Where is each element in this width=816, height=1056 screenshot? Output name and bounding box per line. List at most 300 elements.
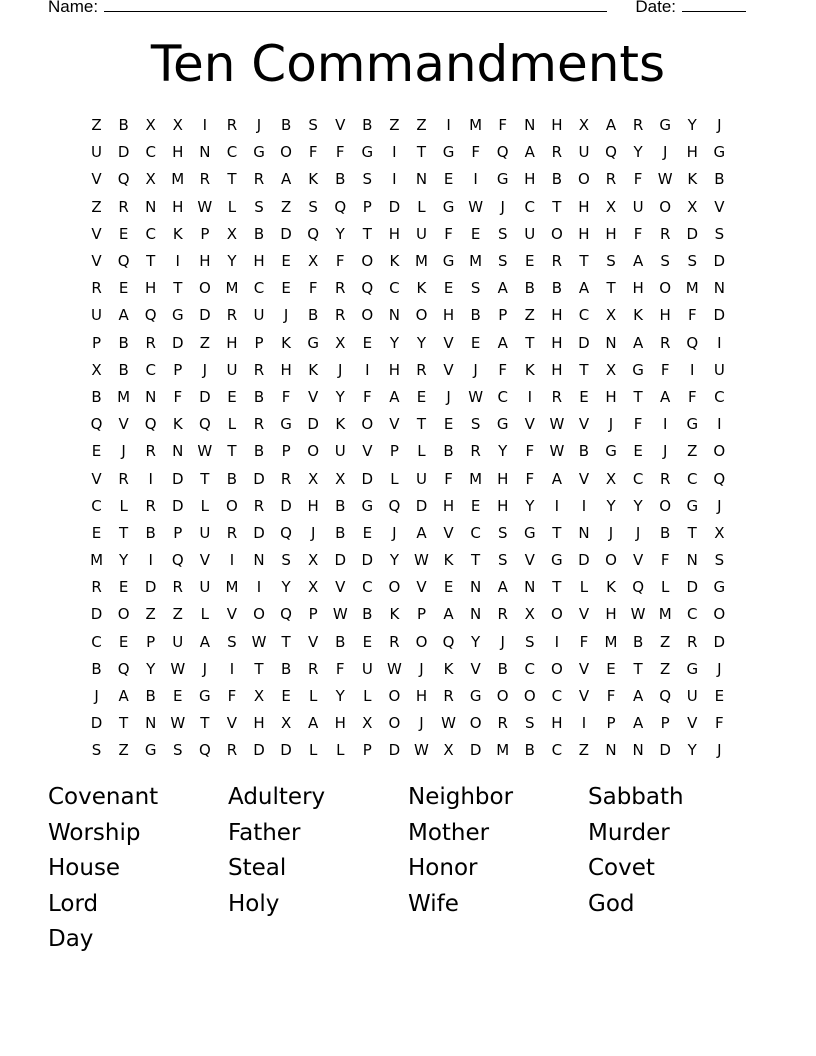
grid-letter[interactable]: Q [117, 252, 130, 271]
grid-letter[interactable]: H [497, 469, 509, 488]
grid-letter[interactable]: V [91, 469, 102, 488]
grid-letter[interactable]: E [281, 279, 291, 298]
grid-letter[interactable]: F [471, 143, 480, 162]
grid-letter[interactable]: T [200, 714, 210, 733]
grid-letter[interactable]: B [145, 687, 156, 706]
grid-letter[interactable]: D [199, 306, 211, 325]
grid-letter[interactable]: O [280, 143, 292, 162]
grid-letter[interactable]: W [468, 197, 484, 216]
grid-letter[interactable]: Z [91, 116, 102, 135]
grid-letter[interactable]: B [335, 523, 346, 542]
grid-letter[interactable]: X [605, 197, 617, 216]
grid-letter[interactable]: D [578, 333, 590, 352]
grid-letter[interactable]: S [91, 741, 102, 760]
grid-letter[interactable]: E [362, 333, 373, 352]
grid-letter[interactable]: W [170, 714, 186, 733]
grid-letter[interactable]: I [148, 469, 153, 488]
grid-letter[interactable]: Q [144, 306, 157, 325]
grid-letter[interactable]: R [226, 306, 238, 325]
grid-letter[interactable]: J [202, 360, 208, 379]
grid-letter[interactable]: O [415, 306, 428, 325]
grid-letter[interactable]: C [470, 523, 481, 542]
grid-letter[interactable]: P [660, 714, 670, 733]
grid-letter[interactable]: R [335, 279, 346, 298]
grid-letter[interactable]: E [443, 578, 454, 597]
grid-letter[interactable]: F [525, 442, 535, 461]
grid-letter[interactable]: W [332, 605, 348, 624]
grid-letter[interactable]: F [444, 224, 453, 243]
grid-letter[interactable]: L [200, 496, 210, 515]
grid-letter[interactable]: W [251, 632, 267, 651]
grid-letter[interactable]: R [253, 360, 265, 379]
grid-letter[interactable]: R [280, 469, 292, 488]
grid-letter[interactable]: I [690, 360, 695, 379]
grid-letter[interactable]: V [578, 687, 590, 706]
grid-letter[interactable]: E [416, 387, 427, 406]
grid-letter[interactable]: F [308, 279, 318, 298]
grid-letter[interactable]: N [605, 333, 617, 352]
grid-letter[interactable]: R [632, 116, 644, 135]
grid-letter[interactable]: F [335, 659, 345, 678]
grid-letter[interactable]: W [197, 442, 213, 461]
grid-letter[interactable]: D [90, 714, 103, 733]
grid-letter[interactable]: C [687, 605, 698, 624]
grid-letter[interactable]: B [280, 659, 292, 678]
grid-letter[interactable]: J [717, 116, 722, 135]
grid-letter[interactable]: I [662, 415, 668, 434]
grid-letter[interactable]: L [579, 578, 589, 597]
grid-letter[interactable]: B [118, 333, 129, 352]
grid-letter[interactable]: H [551, 306, 563, 325]
grid-letter[interactable]: H [551, 116, 563, 135]
grid-letter[interactable]: Y [335, 224, 345, 243]
grid-letter[interactable]: H [632, 279, 644, 298]
grid-letter[interactable]: Q [90, 415, 103, 434]
grid-letter[interactable]: V [524, 551, 535, 570]
grid-letter[interactable]: R [551, 252, 563, 271]
grid-letter[interactable]: B [118, 116, 129, 135]
grid-letter[interactable]: H [388, 224, 401, 243]
grid-letter[interactable]: D [171, 333, 184, 352]
grid-letter[interactable]: A [497, 279, 508, 298]
grid-letter[interactable]: X [605, 306, 617, 325]
grid-letter[interactable]: T [525, 333, 535, 352]
grid-letter[interactable]: G [713, 578, 726, 597]
grid-letter[interactable]: G [307, 333, 319, 352]
grid-letter[interactable]: S [606, 252, 616, 271]
grid-letter[interactable]: P [606, 714, 616, 733]
grid-letter[interactable]: N [145, 197, 157, 216]
grid-letter[interactable]: D [334, 551, 347, 570]
grid-letter[interactable]: B [632, 632, 644, 651]
grid-letter[interactable]: B [362, 116, 373, 135]
grid-letter[interactable]: L [336, 741, 345, 760]
grid-letter[interactable]: D [713, 632, 726, 651]
grid-letter[interactable]: T [227, 442, 237, 461]
grid-letter[interactable]: W [386, 659, 402, 678]
grid-letter[interactable]: H [415, 687, 428, 706]
grid-letter[interactable]: C [632, 469, 644, 488]
grid-letter[interactable]: Q [117, 170, 130, 189]
grid-letter[interactable]: V [416, 578, 427, 597]
grid-letter[interactable]: O [226, 496, 238, 515]
grid-letter[interactable]: N [632, 741, 644, 760]
name-line[interactable] [104, 0, 607, 12]
grid-letter[interactable]: G [253, 143, 265, 162]
grid-letter[interactable]: H [280, 360, 292, 379]
grid-letter[interactable]: A [497, 333, 508, 352]
grid-letter[interactable]: H [145, 279, 157, 298]
grid-letter[interactable]: F [633, 224, 643, 243]
grid-letter[interactable]: M [225, 279, 239, 298]
grid-letter[interactable]: A [497, 578, 508, 597]
grid-letter[interactable]: D [361, 551, 374, 570]
grid-letter[interactable]: G [551, 551, 563, 570]
grid-letter[interactable]: N [415, 170, 428, 189]
grid-letter[interactable]: I [229, 551, 235, 570]
grid-letter[interactable]: F [660, 551, 670, 570]
grid-letter[interactable]: T [362, 224, 372, 243]
grid-letter[interactable]: L [417, 197, 426, 216]
grid-letter[interactable]: J [121, 442, 126, 461]
grid-letter[interactable]: D [361, 469, 374, 488]
grid-letter[interactable]: Y [687, 116, 697, 135]
grid-letter[interactable]: Y [416, 333, 427, 352]
grid-letter[interactable]: A [416, 523, 427, 542]
grid-letter[interactable]: D [713, 306, 726, 325]
grid-letter[interactable]: L [417, 442, 426, 461]
grid-letter[interactable]: K [389, 252, 400, 271]
grid-letter[interactable]: F [606, 687, 616, 706]
grid-letter[interactable]: E [281, 252, 291, 271]
grid-letter[interactable]: G [686, 415, 699, 434]
grid-letter[interactable]: V [335, 116, 346, 135]
grid-letter[interactable]: E [227, 387, 237, 406]
grid-letter[interactable]: S [525, 632, 535, 651]
grid-letter[interactable]: K [443, 551, 454, 570]
grid-letter[interactable]: F [660, 360, 670, 379]
grid-letter[interactable]: U [199, 578, 211, 597]
grid-letter[interactable]: D [144, 578, 157, 597]
grid-letter[interactable]: X [308, 578, 319, 597]
grid-letter[interactable]: E [281, 687, 291, 706]
grid-letter[interactable]: Y [389, 333, 399, 352]
grid-letter[interactable]: D [90, 605, 103, 624]
grid-letter[interactable]: U [226, 360, 238, 379]
grid-letter[interactable]: E [173, 687, 183, 706]
grid-letter[interactable]: H [551, 333, 563, 352]
grid-letter[interactable]: R [118, 469, 129, 488]
grid-letter[interactable]: Y [525, 496, 535, 515]
grid-letter[interactable]: D [253, 523, 265, 542]
grid-letter[interactable]: S [714, 224, 725, 243]
grid-letter[interactable]: W [414, 741, 429, 760]
grid-letter[interactable]: N [388, 306, 401, 325]
grid-letter[interactable]: I [365, 360, 370, 379]
grid-letter[interactable]: B [253, 387, 265, 406]
grid-letter[interactable]: T [552, 578, 562, 597]
grid-letter[interactable]: O [361, 252, 374, 271]
grid-letter[interactable]: S [308, 116, 318, 135]
grid-letter[interactable]: X [308, 469, 319, 488]
grid-letter[interactable]: O [253, 605, 265, 624]
grid-letter[interactable]: E [362, 523, 373, 542]
grid-letter[interactable]: X [308, 252, 319, 271]
grid-letter[interactable]: V [578, 415, 590, 434]
grid-letter[interactable]: B [362, 605, 373, 624]
grid-letter[interactable]: X [578, 116, 590, 135]
grid-letter[interactable]: S [281, 551, 291, 570]
grid-letter[interactable]: D [199, 387, 211, 406]
grid-letter[interactable]: A [660, 387, 671, 406]
grid-letter[interactable]: X [172, 116, 183, 135]
grid-letter[interactable]: E [443, 415, 454, 434]
grid-letter[interactable]: I [175, 252, 180, 271]
grid-letter[interactable]: P [173, 360, 183, 379]
grid-letter[interactable]: M [469, 469, 483, 488]
grid-letter[interactable]: I [473, 170, 478, 189]
grid-letter[interactable]: R [253, 496, 265, 515]
grid-letter[interactable]: A [118, 687, 129, 706]
grid-letter[interactable]: R [389, 632, 400, 651]
grid-letter[interactable]: N [713, 279, 725, 298]
grid-letter[interactable]: J [662, 442, 668, 461]
grid-letter[interactable]: M [469, 116, 483, 135]
grid-letter[interactable]: B [280, 116, 292, 135]
grid-letter[interactable]: B [335, 496, 346, 515]
grid-letter[interactable]: T [471, 551, 481, 570]
grid-letter[interactable]: C [714, 387, 725, 406]
grid-letter[interactable]: J [310, 523, 316, 542]
grid-letter[interactable]: X [362, 714, 373, 733]
grid-letter[interactable]: M [658, 605, 672, 624]
grid-letter[interactable]: B [551, 279, 563, 298]
grid-letter[interactable]: T [579, 252, 589, 271]
grid-letter[interactable]: F [498, 360, 508, 379]
grid-letter[interactable]: A [118, 306, 129, 325]
grid-letter[interactable]: T [173, 279, 183, 298]
grid-letter[interactable]: D [388, 197, 401, 216]
grid-letter[interactable]: J [446, 387, 451, 406]
grid-letter[interactable]: G [361, 143, 374, 162]
grid-letter[interactable]: O [388, 578, 401, 597]
grid-letter[interactable]: U [334, 442, 346, 461]
grid-letter[interactable]: R [497, 714, 508, 733]
grid-letter[interactable]: S [254, 197, 264, 216]
grid-letter[interactable]: F [173, 387, 183, 406]
grid-letter[interactable]: D [686, 578, 699, 597]
grid-letter[interactable]: V [199, 551, 210, 570]
grid-letter[interactable]: N [470, 578, 482, 597]
grid-letter[interactable]: G [442, 197, 455, 216]
grid-letter[interactable]: T [119, 523, 129, 542]
grid-letter[interactable]: M [685, 279, 699, 298]
grid-letter[interactable]: P [146, 632, 156, 651]
grid-letter[interactable]: T [227, 170, 237, 189]
grid-letter[interactable]: E [579, 387, 589, 406]
grid-letter[interactable]: O [550, 659, 563, 678]
grid-letter[interactable]: B [335, 632, 346, 651]
grid-letter[interactable]: H [253, 252, 265, 271]
grid-letter[interactable]: H [686, 143, 698, 162]
grid-letter[interactable]: O [659, 496, 672, 515]
grid-letter[interactable]: B [91, 659, 102, 678]
grid-letter[interactable]: D [171, 496, 184, 515]
grid-letter[interactable]: H [578, 224, 590, 243]
grid-letter[interactable]: E [470, 496, 481, 515]
grid-letter[interactable]: T [579, 360, 589, 379]
grid-letter[interactable]: G [686, 496, 699, 515]
grid-letter[interactable]: T [416, 415, 427, 434]
grid-letter[interactable]: V [687, 714, 698, 733]
grid-letter[interactable]: M [171, 170, 185, 189]
grid-letter[interactable]: V [91, 224, 102, 243]
grid-letter[interactable]: C [145, 143, 156, 162]
grid-letter[interactable]: L [200, 605, 210, 624]
grid-letter[interactable]: H [497, 496, 509, 515]
grid-letter[interactable]: F [335, 143, 345, 162]
grid-letter[interactable]: M [604, 632, 618, 651]
grid-letter[interactable]: Z [172, 605, 183, 624]
grid-letter[interactable]: Q [388, 496, 401, 515]
grid-letter[interactable]: I [581, 714, 587, 733]
grid-letter[interactable]: B [145, 523, 156, 542]
grid-letter[interactable]: N [578, 523, 590, 542]
grid-letter[interactable]: B [660, 523, 671, 542]
grid-letter[interactable]: N [145, 387, 157, 406]
grid-letter[interactable]: T [552, 523, 562, 542]
grid-letter[interactable]: C [226, 143, 238, 162]
grid-letter[interactable]: R [91, 578, 102, 597]
grid-letter[interactable]: R [145, 333, 156, 352]
grid-letter[interactable]: V [91, 252, 102, 271]
grid-letter[interactable]: E [91, 523, 102, 542]
grid-letter[interactable]: H [334, 714, 346, 733]
grid-letter[interactable]: M [469, 252, 483, 271]
grid-letter[interactable]: O [523, 687, 536, 706]
grid-letter[interactable]: J [256, 116, 262, 135]
grid-letter[interactable]: B [443, 442, 454, 461]
grid-letter[interactable]: J [500, 197, 505, 216]
grid-letter[interactable]: J [419, 659, 424, 678]
grid-letter[interactable]: Z [389, 116, 400, 135]
grid-letter[interactable]: Y [227, 252, 237, 271]
grid-letter[interactable]: V [443, 360, 454, 379]
grid-letter[interactable]: C [497, 387, 508, 406]
grid-letter[interactable]: Y [146, 659, 156, 678]
grid-letter[interactable]: H [524, 170, 536, 189]
grid-letter[interactable]: W [468, 387, 484, 406]
grid-letter[interactable]: F [308, 143, 318, 162]
grid-letter[interactable]: Q [334, 197, 347, 216]
grid-letter[interactable]: J [338, 360, 343, 379]
grid-letter[interactable]: B [524, 741, 535, 760]
grid-letter[interactable]: R [307, 659, 319, 678]
grid-letter[interactable]: T [146, 252, 156, 271]
grid-letter[interactable]: C [91, 496, 102, 515]
grid-letter[interactable]: I [392, 143, 397, 162]
grid-letter[interactable]: D [117, 143, 130, 162]
grid-letter[interactable]: Z [687, 442, 698, 461]
grid-letter[interactable]: P [416, 605, 426, 624]
grid-letter[interactable]: P [498, 306, 508, 325]
grid-letter[interactable]: X [687, 197, 698, 216]
grid-letter[interactable]: V [335, 578, 346, 597]
grid-letter[interactable]: Z [91, 197, 102, 216]
grid-letter[interactable]: R [335, 306, 346, 325]
grid-letter[interactable]: T [200, 469, 210, 488]
grid-letter[interactable]: Q [442, 632, 455, 651]
grid-letter[interactable]: T [416, 143, 427, 162]
grid-letter[interactable]: K [389, 605, 400, 624]
grid-letter[interactable]: A [632, 333, 644, 352]
name-field[interactable] [48, 0, 607, 17]
grid-letter[interactable]: O [578, 170, 590, 189]
grid-letter[interactable]: H [605, 224, 617, 243]
grid-letter[interactable]: I [554, 632, 560, 651]
grid-letter[interactable]: I [554, 496, 560, 515]
grid-letter[interactable]: G [632, 360, 644, 379]
grid-letter[interactable]: J [473, 360, 478, 379]
grid-letter[interactable]: E [118, 578, 129, 597]
grid-letter[interactable]: I [148, 551, 153, 570]
grid-letter[interactable]: L [119, 496, 128, 515]
grid-letter[interactable]: J [717, 659, 722, 678]
grid-letter[interactable]: S [470, 415, 481, 434]
grid-letter[interactable]: L [308, 741, 318, 760]
grid-letter[interactable]: N [524, 578, 536, 597]
grid-letter[interactable]: K [308, 170, 319, 189]
grid-letter[interactable]: Y [498, 442, 508, 461]
grid-letter[interactable]: Z [145, 605, 156, 624]
grid-letter[interactable]: D [713, 252, 726, 271]
grid-letter[interactable]: D [171, 469, 184, 488]
grid-letter[interactable]: I [581, 496, 587, 515]
grid-letter[interactable]: G [523, 523, 536, 542]
grid-letter[interactable]: D [388, 741, 401, 760]
grid-letter[interactable]: Q [144, 415, 157, 434]
grid-letter[interactable]: Y [119, 551, 129, 570]
grid-letter[interactable]: W [549, 442, 565, 461]
grid-letter[interactable]: G [469, 687, 482, 706]
grid-letter[interactable]: A [632, 687, 644, 706]
grid-letter[interactable]: B [578, 442, 590, 461]
grid-letter[interactable]: H [199, 252, 211, 271]
grid-letter[interactable]: H [226, 333, 238, 352]
grid-letter[interactable]: G [659, 116, 671, 135]
grid-letter[interactable]: G [144, 741, 157, 760]
grid-letter[interactable]: F [633, 415, 643, 434]
grid-letter[interactable]: Y [281, 578, 291, 597]
grid-letter[interactable]: U [199, 523, 211, 542]
grid-letter[interactable]: L [227, 415, 237, 434]
grid-letter[interactable]: Q [713, 469, 726, 488]
grid-letter[interactable]: P [362, 197, 372, 216]
grid-letter[interactable]: K [281, 333, 291, 352]
grid-letter[interactable]: O [307, 442, 320, 461]
grid-letter[interactable]: Q [307, 224, 320, 243]
grid-letter[interactable]: E [525, 252, 535, 271]
grid-letter[interactable]: V [308, 632, 319, 651]
grid-letter[interactable]: Z [118, 741, 129, 760]
grid-letter[interactable]: C [524, 197, 536, 216]
grid-letter[interactable]: X [145, 170, 156, 189]
grid-letter[interactable]: S [525, 714, 535, 733]
grid-letter[interactable]: F [227, 687, 237, 706]
grid-letter[interactable]: G [713, 143, 726, 162]
grid-letter[interactable]: H [172, 143, 184, 162]
grid-letter[interactable]: S [497, 523, 508, 542]
